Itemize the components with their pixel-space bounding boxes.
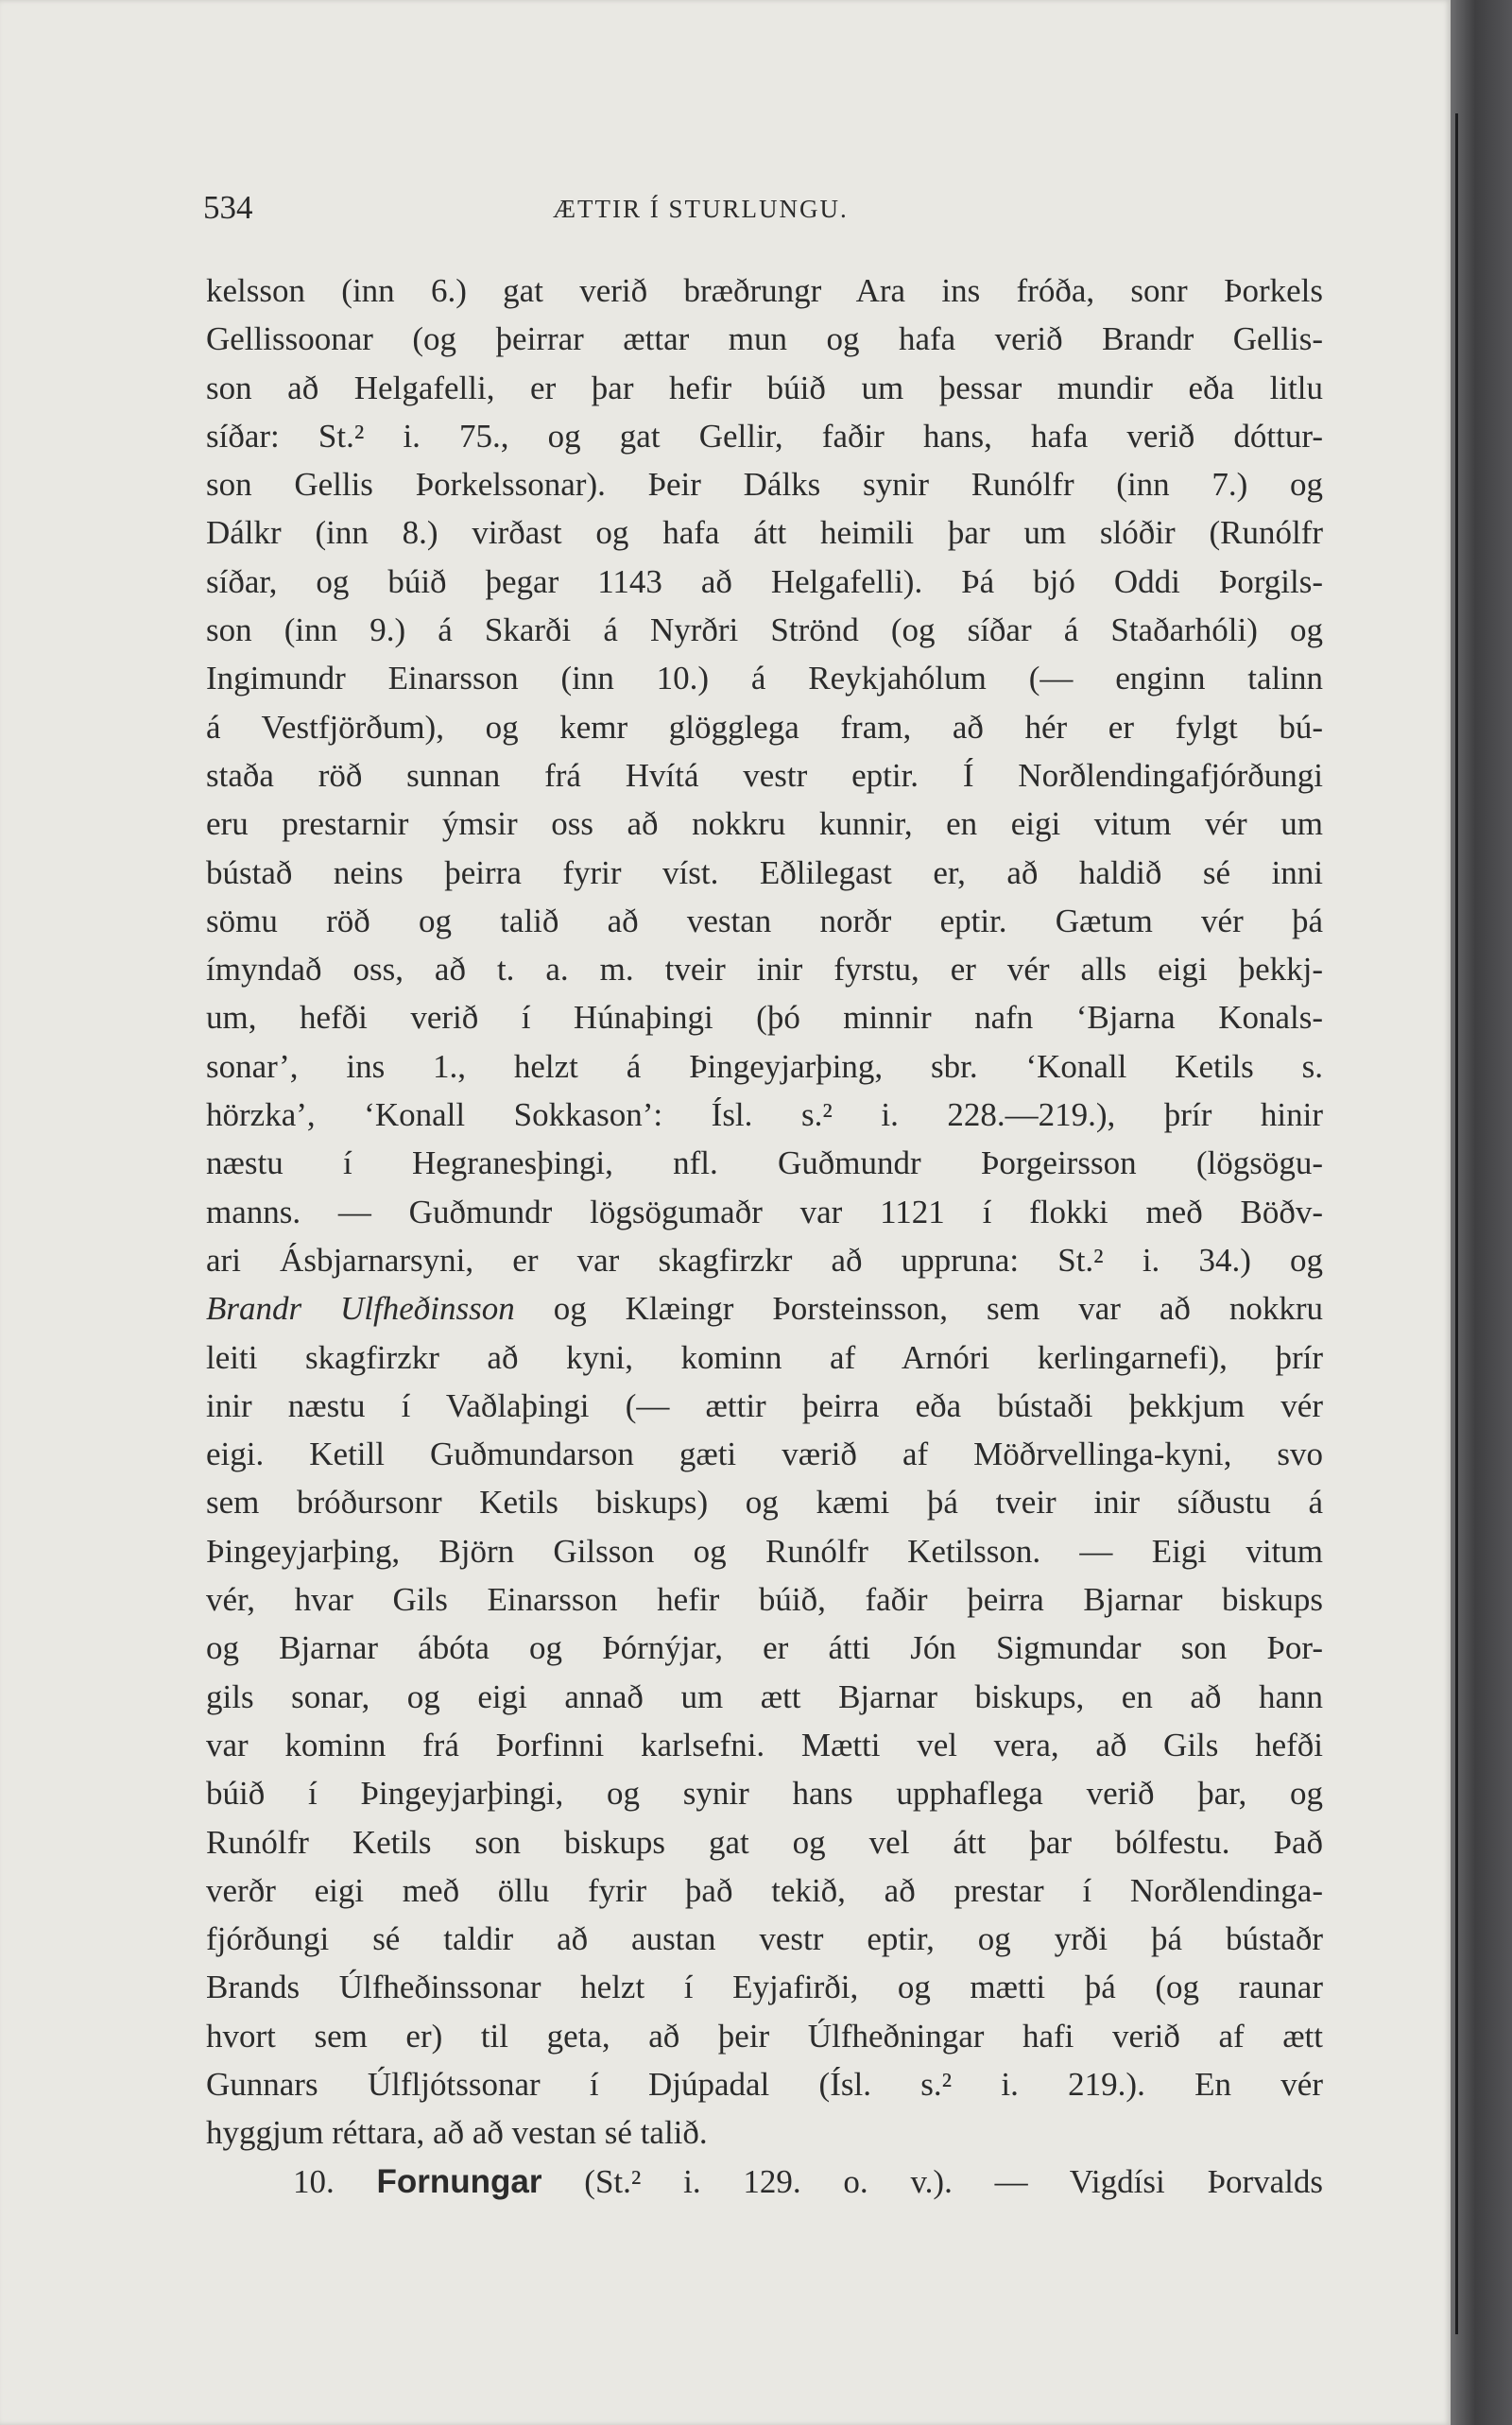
book-spine-edge [1451,0,1512,2425]
text-line: hörzka’, ‘Konall Sokkason’: Ísl. s.² i. 228.—219.), þrír hinir [206,1096,1323,1134]
text-line: búið í Þingeyjarþingi, og synir hans upphaflega verið þar, og [206,1775,1323,1813]
text-line: síðar: St.² i. 75., og gat Gellir, faðir hans, hafa verið dóttur- [206,417,1323,455]
section-text: (St.² i. 129. o. v.). — Vigdísi Þorvalds [541,2162,1323,2200]
text-line: ímyndað oss, að t. a. m. tveir inir fyrstu, er vér alls eigi þekkj- [206,951,1323,989]
text-line: manns. — Guðmundr lögsögumaðr var 1121 í flokki með Böðv- [206,1193,1323,1230]
text-line: verðr eigi með öllu fyrir það tekið, að prestar í Norðlendinga- [206,1871,1323,1909]
text-line: og Bjarnar ábóta og Þórnýjar, er átti Jón Sigmundar son Þor- [206,1629,1323,1667]
section-line [206,2158,1323,2206]
text-line: var kominn frá Þorfinni karlsefni. Mætti vel vera, að Gils hefði [206,1726,1323,1763]
text-line: son Gellis Þorkelssonar). Þeir Dálks synir Runólfr (inn 7.) og [206,466,1323,504]
text-line: ari Ásbjarnarsyni, er var skagfirzkr að uppruna: St.² i. 34.) og [206,1241,1323,1279]
text-line: sonar’, ins 1., helzt á Þingeyjarþing, sbr. ‘Konall Ketils s. [206,1047,1323,1085]
text-line: bústað neins þeirra fyrir víst. Eðlilegast er, að haldið sé inni [206,853,1323,891]
text-line: kelsson (inn 6.) gat verið bræðrungr Ara ins fróða, sonr Þorkels [206,272,1323,309]
text-line: inir næstu í Vaðlaþingi (— ættir þeirra eða bústaði þekkjum vér [206,1386,1323,1424]
running-title: ÆTTIR Í STURLUNGU. [553,195,849,223]
section-heading: Fornungar [376,2162,542,2200]
text-line: son (inn 9.) á Skarði á Nyrðri Strönd (og síðar á Staðarhóli) og [206,611,1323,649]
text-line: sem bróðursonr Ketils biskups) og kæmi þá tveir inir síðustu á [206,1484,1323,1522]
text-line: sömu röð og talið að vestan norðr eptir. Gætum vér þá [206,902,1323,939]
section-number: 10. [293,2162,335,2200]
text-line: síðar, og búið þegar 1143 að Helgafelli). Þá bjó Oddi Þorgils- [206,562,1323,600]
text-line: leiti skagfirzkr að kyni, kominn af Arnóri kerlingarnefi), þrír [206,1338,1323,1376]
text-line: Ingimundr Einarsson (inn 10.) á Reykjahólum (— enginn talinn [206,660,1323,697]
text-line: gils sonar, og eigi annað um ætt Bjarnar biskups, en að hann [206,1677,1323,1715]
text-line: eigi. Ketill Guðmundarson gæti værið af Möðrvellinga-kyni, svo [206,1436,1323,1473]
text-line: fjórðungi sé taldir að austan vestr eptir, og yrði þá bústaðr [206,1920,1323,1958]
text-line: vér, hvar Gils Einarsson hefir búið, faðir þeirra Bjarnar biskups [206,1581,1323,1619]
text-line: um, hefði verið í Húnaþingi (þó minnir nafn ‘Bjarna Konals- [206,999,1323,1037]
text-line: Brands Úlfheðinssonar helzt í Eyjafirði, og mætti þá (og raunar [206,1969,1323,2006]
text-line: Gunnars Úlfljótssonar í Djúpadal (Ísl. s.² i. 219.). En vér [206,2065,1323,2103]
text-line: Gellissoonar (og þeirrar ættar mun og hafa verið Brandr Gellis- [206,320,1323,358]
line-remainder: og Klæingr Þorsteinsson, sem var að nokkru [514,1290,1323,1328]
text-line: Dálkr (inn 8.) virðast og hafa átt heimili þar um slóðir (Runólfr [206,514,1323,552]
italic-name: Brandr Ulfheðinsson [206,1290,515,1328]
page-header [203,189,1337,246]
text-line: eru prestarnir ýmsir oss að nokkru kunnir, en eigi vitum vér um [206,805,1323,843]
text-line: Runólfr Ketils son biskups gat og vel átt þar bólfestu. Það [206,1823,1323,1861]
text-line: næstu í Hegranesþingi, nfl. Guðmundr Þorgeirsson (lögsögu- [206,1144,1323,1182]
text-line: son að Helgafelli, er þar hefir búið um þessar mundir eða litlu [206,369,1323,406]
text-line [206,1284,1323,1333]
text-line: hvort sem er) til geta, að þeir Úlfheðningar hafi verið af ætt [206,2017,1323,2055]
page-number: 534 [203,189,253,226]
binding-line [1455,113,1458,2334]
text-line: hyggjum réttara, að að vestan sé talið. [206,2114,708,2152]
text-line: staða röð sunnan frá Hvítá vestr eptir. Í Norðlendingafjórðungi [206,756,1323,794]
body-text [206,267,1323,2206]
text-line: á Vestfjörðum), og kemr glögglega fram, að hér er fylgt bú- [206,708,1323,746]
text-line: Þingeyjarþing, Björn Gilsson og Runólfr Ketilsson. — Eigi vitum [206,1532,1323,1570]
